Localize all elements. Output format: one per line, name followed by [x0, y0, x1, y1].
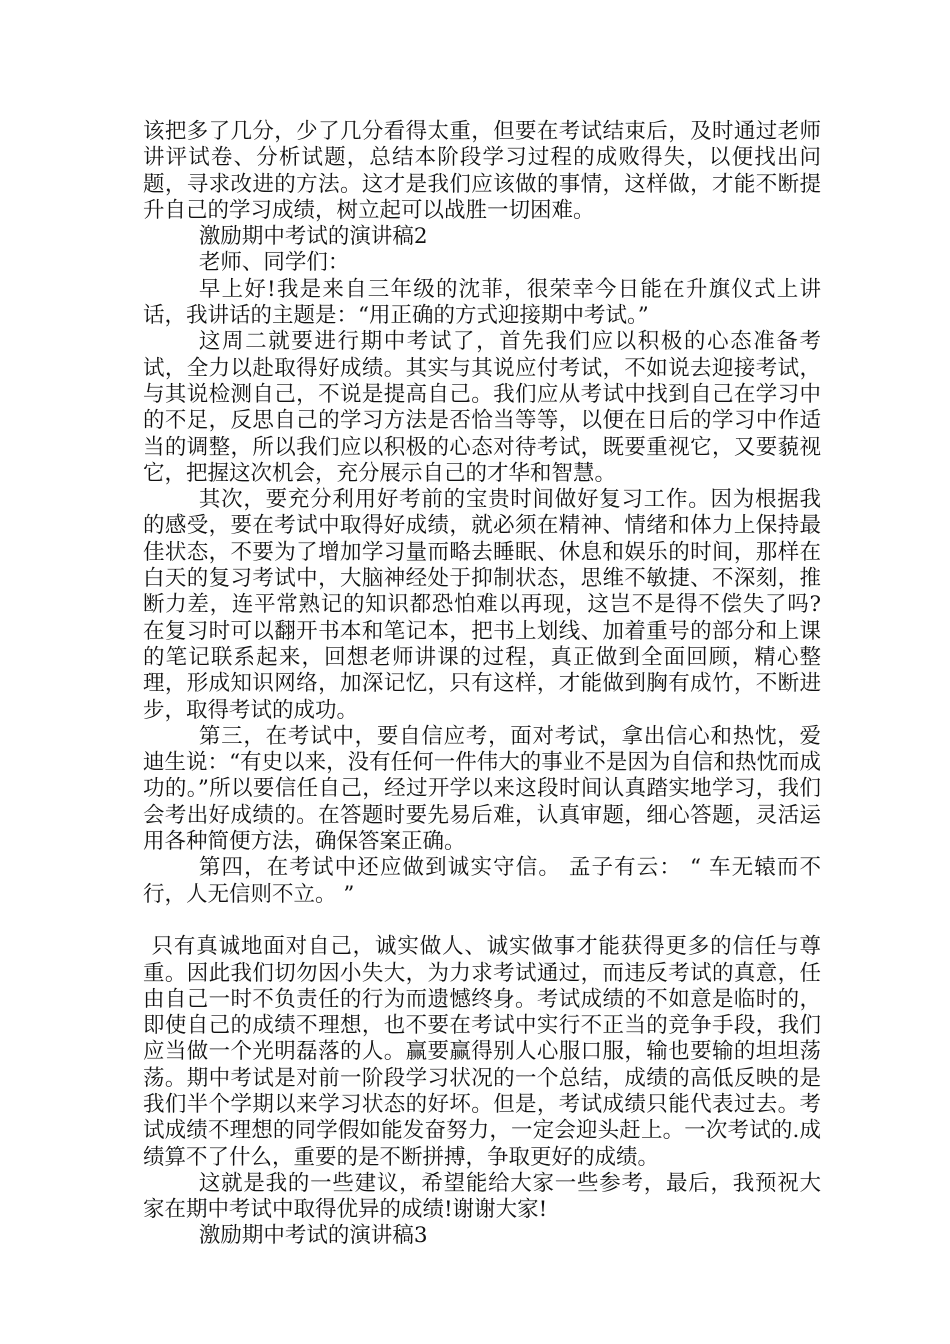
paragraph-mindset: 这周二就要进行期中考试了，首先我们应以积极的心态准备考试，全力以赴取得好成绩。其实与其说应付考试，不如说去迎接考试，与其说检测自己，不说是提高自己。我们应从考试中找到自己在学习中的不足，反思自己的学习方法是否恰当等等，以便在日后的学习中作适当的调整，所以我们应以积极的心态对待考试，既要重视它，又要藐视它，把握这次机会，充分展示自己的才华和智慧。	[143, 329, 821, 486]
paragraph-sincerity: 只有真诚地面对自己，诚实做人、诚实做事才能获得更多的信任与尊重。因此我们切勿因小失大，为力求考试通过，而违反考试的真意，任由自己一时不负责任的行为而遗憾终身。考试成绩的不如意是临时的，即使自己的成绩不理想，也不要在考试中实行不正当的竞争手段，我们应当做一个光明磊落的人。赢要赢得别人心服口服，输也要输的坦坦荡荡。期中考试是对前一阶段学习状况的一个总结，成绩的高低反映的是我们半个学期以来学习状态的好坏。但是，考试成绩只能代表过去。考试成绩不理想的同学假如能发奋努力，一定会迎头赶上。一次考试的.成绩算不了什么，重要的是不断拼搏，争取更好的成绩。	[143, 934, 821, 1170]
paragraph-opening: 早上好!我是来自三年级的沈菲，很荣幸今日能在升旗仪式上讲话，我讲话的主题是：“用正确的方式迎接期中考试。”	[143, 276, 821, 329]
paragraph-review: 其次，要充分利用好考前的宝贵时间做好复习工作。因为根据我的感受，要在考试中取得好成绩，就必须在精神、情绪和体力上保持最佳状态，不要为了增加学习量而略去睡眠、休息和娱乐的时间，那样在白天的复习考试中，大脑神经处于抑制状态，思维不敏捷、不深刻，推断力差，连平常熟记的知识都恐怕难以再现，这岂不是得不偿失了吗?在复习时可以翻开书本和笔记本，把书上划线、加着重号的部分和上课的笔记联系起来，回想老师讲课的过程，真正做到全面回顾，精心整理，形成知识网络，加深记忆，只有这样，才能做到胸有成竹，不断进步，取得考试的成功。	[143, 487, 821, 723]
greeting: 老师、同学们：	[198, 250, 350, 276]
paragraph-confidence: 第三，在考试中，要自信应考，面对考试，拿出信心和热忱，爱迪生说：“有史以来，没有任何一件伟大的事业不是因为自信和热忱而成功的。”所以要信任自己，经过开学以来这段时间认真踏实地学习，我们会考出好成绩的。在答题时要先易后难，认真审题，细心答题，灵活运用各种简便方法，确保答案正确。	[143, 723, 821, 855]
paragraph-closing: 这就是我的一些建议，希望能给大家一些参考，最后，我预祝大家在期中考试中取得优异的成绩!谢谢大家!	[143, 1170, 821, 1223]
blank-line	[143, 908, 821, 934]
document-body	[143, 119, 821, 1250]
paragraph-honesty: 第四，在考试中还应做到诚实守信。 孟子有云： “ 车无辕而不行，人无信则不立。 ”	[143, 855, 821, 907]
speech-title-3: 激励期中考试的演讲稿3	[198, 1223, 428, 1249]
paragraph-continued: 该把多了几分，少了几分看得太重，但要在考试结束后，及时通过老师讲评试卷、分析试题，总结本阶段学习过程的成败得失，以便找出问题，寻求改进的方法。这才是我们应该做的事情，这样做，才能不断提升自己的学习成绩，树立起可以战胜一切困难。	[143, 119, 821, 223]
speech-title-2: 激励期中考试的演讲稿2	[198, 224, 428, 250]
